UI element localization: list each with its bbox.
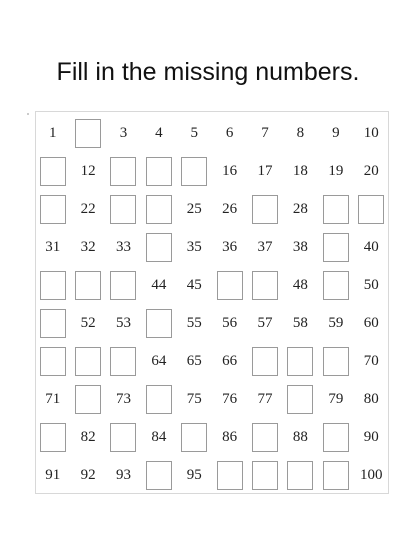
grid-number: 50: [363, 276, 379, 293]
grid-number: 84: [151, 428, 167, 445]
answer-box[interactable]: [323, 347, 349, 376]
answer-box[interactable]: [146, 461, 172, 490]
grid-cell-blank: [247, 418, 282, 456]
grid-cell-blank: [247, 456, 282, 494]
answer-box[interactable]: [252, 195, 278, 224]
answer-box[interactable]: [110, 271, 136, 300]
grid-cell-blank: [283, 342, 318, 380]
grid-number: 70: [363, 352, 379, 369]
number-grid: [35, 114, 389, 494]
grid-number: 9: [332, 124, 340, 141]
grid-cell-blank: [70, 114, 105, 152]
grid-cell-blank: [35, 342, 70, 380]
grid-number: 36: [222, 238, 238, 255]
grid-cell-blank: [141, 380, 176, 418]
grid-cell-blank: [318, 342, 353, 380]
grid-cell-blank: [106, 266, 141, 304]
grid-number: 18: [292, 162, 308, 179]
grid-number: 3: [119, 124, 128, 141]
answer-box[interactable]: [146, 385, 172, 414]
grid-number: 45: [186, 276, 202, 293]
grid-number: 100: [359, 466, 383, 483]
grid-cell-blank: [35, 266, 70, 304]
grid-cell-blank: [70, 266, 105, 304]
answer-box[interactable]: [40, 195, 66, 224]
grid-cell-blank: [141, 190, 176, 228]
answer-box[interactable]: [323, 195, 349, 224]
answer-box[interactable]: [110, 423, 136, 452]
grid-number: 22: [80, 200, 96, 217]
grid-number: 65: [186, 352, 202, 369]
grid-number: 55: [186, 314, 202, 331]
answer-box[interactable]: [323, 423, 349, 452]
answer-box[interactable]: [287, 461, 313, 490]
grid-number: 25: [186, 200, 202, 217]
grid-cell-blank: [318, 266, 353, 304]
grid-number: 52: [80, 314, 96, 331]
grid-number: 71: [45, 390, 61, 407]
grid-number: 77: [257, 390, 273, 407]
grid-number: 59: [328, 314, 344, 331]
grid-number: 48: [292, 276, 308, 293]
answer-box[interactable]: [110, 195, 136, 224]
grid-number: 92: [80, 466, 96, 483]
grid-number: 16: [222, 162, 238, 179]
answer-box[interactable]: [252, 271, 278, 300]
grid-number: 86: [222, 428, 238, 445]
grid-cell-blank: [212, 266, 247, 304]
grid-number: 75: [186, 390, 202, 407]
grid-cell-blank: [70, 342, 105, 380]
answer-box[interactable]: [146, 195, 172, 224]
answer-box[interactable]: [181, 157, 207, 186]
answer-box[interactable]: [252, 347, 278, 376]
grid-cell-blank: [283, 380, 318, 418]
grid-cell-blank: [247, 266, 282, 304]
answer-box[interactable]: [181, 423, 207, 452]
answer-box[interactable]: [40, 157, 66, 186]
grid-cell-blank: [106, 190, 141, 228]
answer-box[interactable]: [75, 347, 101, 376]
grid-number: 17: [257, 162, 273, 179]
grid-number: 76: [222, 390, 238, 407]
grid-cell-blank: [177, 418, 212, 456]
answer-box[interactable]: [40, 423, 66, 452]
grid-number: 6: [225, 124, 234, 141]
grid-number: 12: [80, 162, 96, 179]
grid-cell-blank: [35, 152, 70, 190]
grid-cell-blank: [35, 418, 70, 456]
grid-number: 53: [115, 314, 131, 331]
answer-box[interactable]: [146, 309, 172, 338]
grid-number: 58: [292, 314, 308, 331]
grid-cell-blank: [106, 152, 141, 190]
answer-box[interactable]: [217, 461, 243, 490]
grid-number: 88: [292, 428, 308, 445]
answer-box[interactable]: [323, 233, 349, 262]
grid-cell-blank: [106, 342, 141, 380]
grid-number: 26: [222, 200, 238, 217]
grid-number: 1: [48, 124, 57, 141]
grid-number: 35: [186, 238, 202, 255]
grid-number: 40: [363, 238, 379, 255]
grid-number: 32: [80, 238, 96, 255]
answer-box[interactable]: [287, 385, 313, 414]
answer-box[interactable]: [40, 271, 66, 300]
grid-number: 80: [363, 390, 379, 407]
grid-number: 73: [115, 390, 131, 407]
grid-number: 90: [363, 428, 379, 445]
grid-number: 93: [115, 466, 131, 483]
answer-box[interactable]: [75, 119, 101, 148]
answer-box[interactable]: [358, 195, 384, 224]
grid-number: 7: [261, 124, 269, 141]
answer-box[interactable]: [323, 461, 349, 490]
grid-cell-blank: [283, 456, 318, 494]
answer-box[interactable]: [40, 347, 66, 376]
grid-cell-blank: [35, 304, 70, 342]
grid-cell-blank: [106, 418, 141, 456]
grid-cell-blank: [70, 380, 105, 418]
grid-number: 60: [363, 314, 379, 331]
grid-number: 10: [363, 124, 379, 141]
grid-number: 57: [257, 314, 273, 331]
grid-number: 64: [151, 352, 167, 369]
answer-box[interactable]: [323, 271, 349, 300]
grid-cell-blank: [177, 152, 212, 190]
answer-box[interactable]: [287, 347, 313, 376]
grid-number: 56: [222, 314, 238, 331]
answer-box[interactable]: [146, 157, 172, 186]
grid-cell-blank: [318, 418, 353, 456]
grid-number: 44: [151, 276, 167, 293]
grid-cell-blank: [318, 228, 353, 266]
answer-box[interactable]: [252, 461, 278, 490]
answer-box[interactable]: [110, 157, 136, 186]
grid-cell-blank: [212, 456, 247, 494]
grid-cell-blank: [141, 152, 176, 190]
grid-cell-blank: [318, 190, 353, 228]
grid-number: 5: [190, 124, 198, 141]
grid-number: 95: [186, 466, 202, 483]
page-mark: [27, 113, 29, 115]
answer-box[interactable]: [75, 385, 101, 414]
grid-number: 28: [292, 200, 308, 217]
grid-cell-blank: [141, 456, 176, 494]
grid-number: 20: [363, 162, 379, 179]
grid-number: 91: [45, 466, 61, 483]
grid-number: 37: [257, 238, 273, 255]
grid-number: 82: [80, 428, 96, 445]
grid-number: 31: [45, 238, 61, 255]
grid-number: 8: [296, 124, 305, 141]
grid-cell-blank: [247, 342, 282, 380]
grid-cell-blank: [35, 190, 70, 228]
grid-cell-blank: [141, 228, 176, 266]
grid-cell-blank: [318, 456, 353, 494]
answer-box[interactable]: [75, 271, 101, 300]
grid-cell-blank: [354, 190, 389, 228]
grid-number: 38: [292, 238, 308, 255]
answer-box[interactable]: [40, 309, 66, 338]
grid-cell-blank: [141, 304, 176, 342]
grid-number: 4: [155, 124, 163, 141]
answer-box[interactable]: [252, 423, 278, 452]
answer-box[interactable]: [110, 347, 136, 376]
answer-box[interactable]: [217, 271, 243, 300]
grid-number: 79: [328, 390, 344, 407]
grid-number: 66: [222, 352, 238, 369]
grid-number: 19: [328, 162, 344, 179]
answer-box[interactable]: [146, 233, 172, 262]
grid-cell-blank: [247, 190, 282, 228]
worksheet-title: Fill in the missing numbers.: [56, 58, 360, 86]
grid-number: 33: [115, 238, 131, 255]
